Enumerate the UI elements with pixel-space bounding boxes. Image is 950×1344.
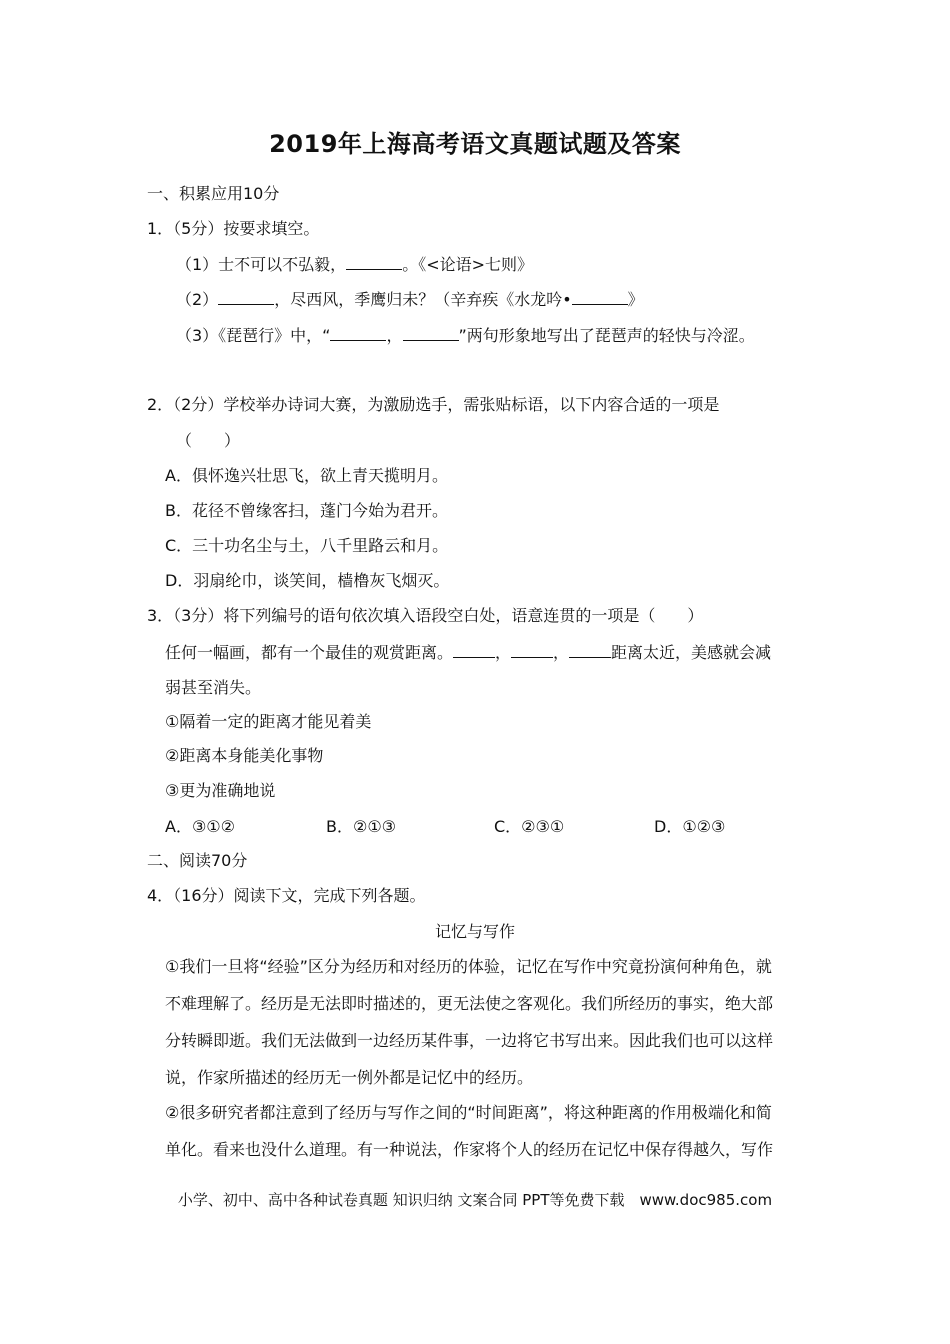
text-segment: 任何一幅画，都有一个最佳的观赏距离。 [165,643,454,662]
question-3-choice-d: D．①②③ [654,817,726,836]
question-1-item-3 [176,325,755,346]
footer-watermark: 小学、初中、高中各种试卷真题 知识归纳 文案合同 PPT等免费下载 www.doc985.com [177,1191,773,1209]
answer-blank[interactable] [453,642,495,658]
text-segment: ， [495,643,512,662]
text-segment: ”两句形象地写出了琵琶声的轻快与冷涩。 [458,326,755,345]
answer-blank[interactable] [569,642,611,658]
text-segment: （3）《琵琶行》中，“ [176,326,331,345]
question-2-option-c: C．三十功名尘与土，八千里路云和月。 [165,536,449,555]
article-line: ②很多研究者都注意到了经历与写作之间的“时间距离”，将这种距离的作用极端化和简 [165,1103,772,1122]
answer-blank[interactable] [572,289,628,305]
text-segment: ， [386,326,403,345]
question-3-stem: 3．（3分）将下列编号的语句依次填入语段空白处，语意连贯的一项是（ ） [147,606,704,625]
question-2-stem: 2．（2分）学校举办诗词大赛，为激励选手，需张贴标语，以下内容合适的一项是 [147,395,720,414]
question-1-stem: 1．（5分）按要求填空。 [147,219,320,238]
question-2-option-d: D．羽扇纶巾，谈笑间，樯橹灰飞烟灭。 [165,571,450,590]
question-3-choice-a: A．③①② [165,817,235,836]
section-heading-reading: 二、阅读70分 [147,851,248,870]
answer-blank[interactable] [346,254,402,270]
question-3-passage-line-1 [165,642,771,663]
article-line: 说，作家所描述的经历无一例外都是记忆中的经历。 [165,1068,534,1087]
article-line: 单化。看来也没什么道理。有一种说法，作家将个人的经历在记忆中保存得越久，写作 [165,1140,774,1159]
answer-blank[interactable] [403,325,459,341]
question-3-item-2: ②距离本身能美化事物 [165,746,324,765]
question-3-choice-b: B．②①③ [326,817,397,836]
question-2-option-b: B．花径不曾缘客扫，蓬门今始为君开。 [165,501,448,520]
text-segment: ，尽西风，季鹰归未？（辛弃疾《水龙吟• [274,290,572,309]
text-segment: 》 [627,290,644,309]
answer-blank[interactable] [330,325,386,341]
text-segment: 。《<论语>七则》 [402,255,534,274]
article-line: 不难理解了。经历是无法即时描述的，更无法使之客观化。我们所经历的事实，绝大部 [165,994,774,1013]
page-title: 2019年上海高考语文真题试题及答案 [269,130,681,158]
article-line: 分转瞬即逝。我们无法做到一边经历某件事，一边将它书写出来。因此我们也可以这样 [165,1031,774,1050]
text-segment: （1）士不可以不弘毅， [176,255,347,274]
text-segment: ， [553,643,570,662]
answer-blank[interactable] [218,289,274,305]
section-heading-accumulation: 一、积累应用10分 [147,184,280,203]
text-segment: 距离太近，美感就会减 [611,643,772,662]
question-2-option-a: A．俱怀逸兴壮思飞，欲上青天揽明月。 [165,466,448,485]
answer-blank[interactable] [511,642,553,658]
question-1-item-2 [176,289,644,310]
article-line: ①我们一旦将“经验”区分为经历和对经历的体验，记忆在写作中究竟扮演何种角色，就 [165,957,772,976]
question-2-answer-paren: （ ） [176,431,241,450]
question-3-item-1: ①隔着一定的距离才能见着美 [165,712,372,731]
question-3-item-3: ③更为准确地说 [165,781,276,800]
question-3-choice-c: C．②③① [494,817,565,836]
question-4-stem: 4．（16分）阅读下文，完成下列各题。 [147,886,426,905]
article-title: 记忆与写作 [434,922,515,941]
question-1-item-1 [176,254,533,275]
question-3-passage-line-2: 弱甚至消失。 [165,678,262,697]
text-segment: （2） [176,290,219,309]
